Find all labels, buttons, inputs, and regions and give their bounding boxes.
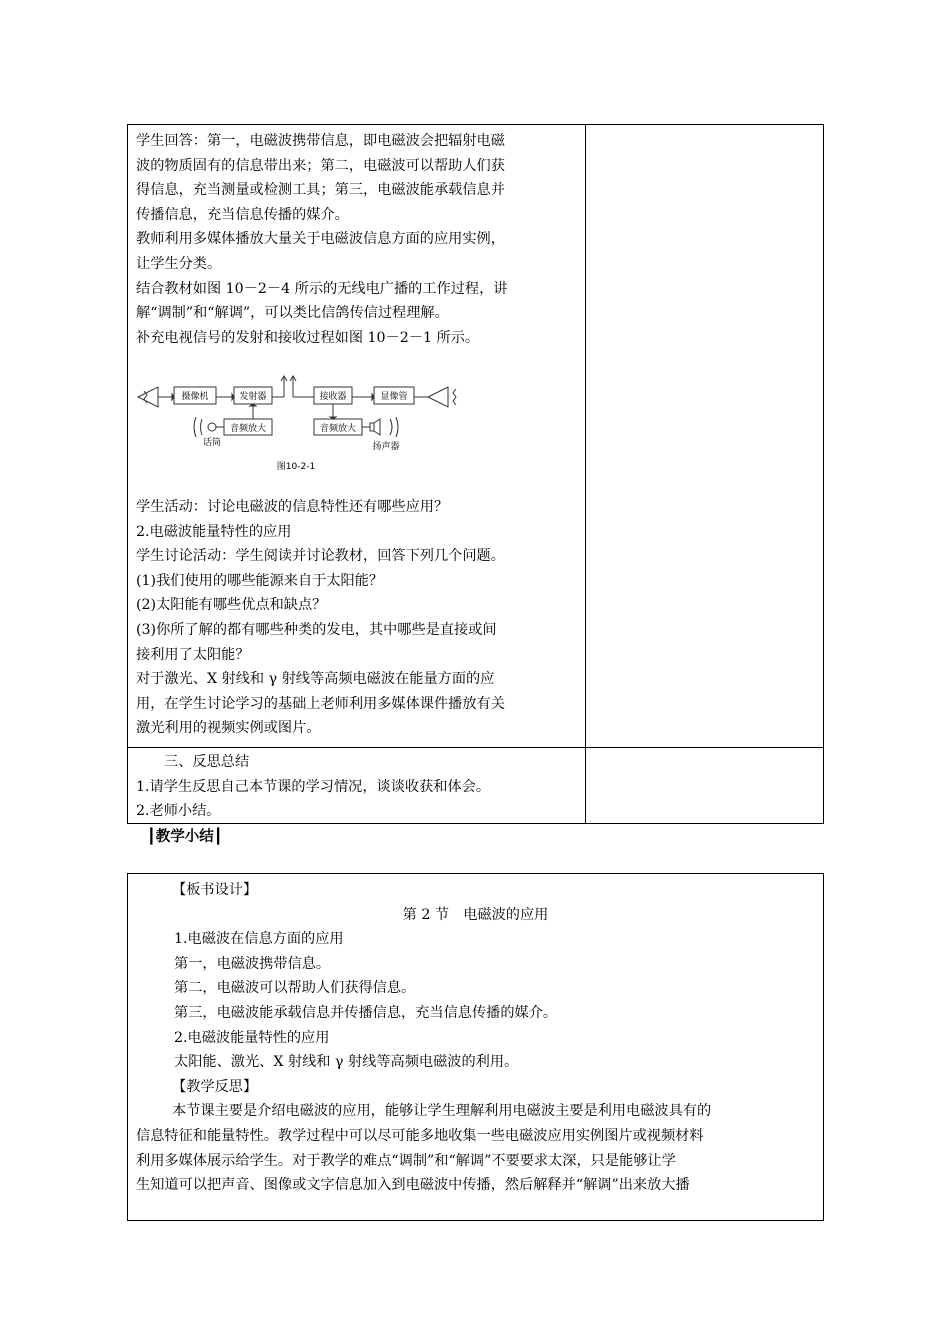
speaker-icon — [370, 423, 374, 431]
text-line: 传播信息，充当信息传播的媒介。 — [136, 206, 349, 223]
teaching-process-cell-cont — [136, 495, 581, 741]
column-divider — [585, 125, 586, 823]
text-line: 让学生分类。 — [136, 255, 222, 272]
text-line: 波的物质固有的信息带出来；第二，电磁波可以帮助人们获 — [136, 157, 505, 174]
text-line: (1)我们使用的哪些能源来自于太阳能？ — [136, 572, 384, 589]
board-line: 第一，电磁波携带信息。 — [174, 955, 331, 972]
summary-cell — [136, 750, 581, 824]
board-title: 第 2 节 电磁波的应用 — [402, 906, 549, 923]
text-line: 得信息，充当测量或检测工具；第三，电磁波能承载信息并 — [136, 182, 505, 199]
reflection-line: 信息特征和能量特性。教学过程中可以尽可能多地收集一些电磁波应用实例图片或视频材料 — [136, 1127, 704, 1144]
board-line: 第三，电磁波能承载信息并传播信息，充当信息传播的媒介。 — [174, 1004, 558, 1021]
text-line: 2.电磁波能量特性的应用 — [136, 523, 292, 540]
lesson-table — [127, 124, 824, 824]
text-line: 解“调制”和“解调”，可以类比信鸽传信过程理解。 — [136, 305, 449, 322]
reflection-line: 利用多媒体展示给学生。对于教学的难点“调制”和“解调”不要要求太深，只是能够让学 — [136, 1152, 676, 1169]
board-line: 太阳能、激光、X 射线和 γ 射线等高频电磁波的利用。 — [174, 1054, 519, 1071]
text-line: 对于激光、X 射线和 γ 射线等高频电磁波在能量方面的应 — [136, 671, 495, 688]
board-line: 2.电磁波能量特性的应用 — [174, 1029, 330, 1046]
diagram-caption: 图10-2-1 — [276, 462, 316, 472]
reflection-line: 生知道可以把声音、图像或文字信息加入到电磁波中传播，然后解释并“解调”出来放大播 — [136, 1177, 690, 1194]
summary-box — [127, 873, 824, 1221]
audio-amp-left-label: 音频放大 — [229, 424, 267, 434]
reflection-line: 本节课主要是介绍电磁波的应用，能够让学生理解利用电磁波主要是利用电磁波具有的 — [172, 1103, 712, 1120]
tv-signal-diagram — [136, 373, 476, 473]
transmitter-label: 发射器 — [239, 392, 267, 402]
text-line: 学生活动：讨论电磁波的信息特性还有哪些应用？ — [136, 499, 449, 515]
teaching-process-cell — [136, 129, 581, 350]
speaker-label: 扬声器 — [372, 442, 400, 452]
text-line: (2)太阳能有哪些优点和缺点？ — [136, 597, 327, 614]
board-line: 1.电磁波在信息方面的应用 — [174, 931, 344, 948]
right-dish-icon — [428, 387, 448, 407]
text-line: 补充电视信号的发射和接收过程如图 10－2－1 所示。 — [136, 329, 480, 346]
receiver-label: 接收器 — [319, 392, 347, 402]
section-heading: ┃教学小结┃ — [147, 829, 223, 845]
board-line: 第二，电磁波可以帮助人们获得信息。 — [174, 980, 416, 997]
microphone-icon — [208, 423, 216, 431]
camera-label: 摄像机 — [181, 392, 209, 402]
text-line: 2.老师小结。 — [136, 803, 221, 820]
text-line: 接利用了太阳能？ — [136, 646, 250, 663]
section-title: 三、反思总结 — [164, 754, 250, 770]
left-dish-icon — [138, 387, 158, 407]
microphone-label: 话筒 — [202, 438, 222, 448]
reflection-label: 【教学反思】 — [172, 1078, 258, 1095]
text-line: 激光利用的视频实例或图片。 — [136, 720, 321, 737]
text-line: 用，在学生讨论学习的基础上老师利用多媒体课件播放有关 — [136, 695, 505, 712]
text-line: 学生讨论活动：学生阅读并讨论教材，回答下列几个问题。 — [136, 548, 505, 565]
board-label: 【板书设计】 — [172, 882, 258, 898]
text-line: (3)你所了解的都有哪些种类的发电，其中哪些是直接或间 — [136, 621, 497, 638]
text-line: 1.请学生反思自己本节课的学习情况，谈谈收获和体会。 — [136, 778, 491, 795]
row-divider — [128, 747, 823, 748]
picture-tube-label: 显像管 — [380, 392, 408, 402]
text-line: 结合教材如图 10－2－4 所示的无线电广播的工作过程，讲 — [136, 280, 508, 297]
text-line: 教师利用多媒体播放大量关于电磁波信息方面的应用实例， — [136, 231, 505, 248]
text-line: 学生回答：第一，电磁波携带信息，即电磁波会把辐射电磁 — [136, 133, 505, 149]
audio-amp-right-label: 音频放大 — [319, 424, 357, 434]
